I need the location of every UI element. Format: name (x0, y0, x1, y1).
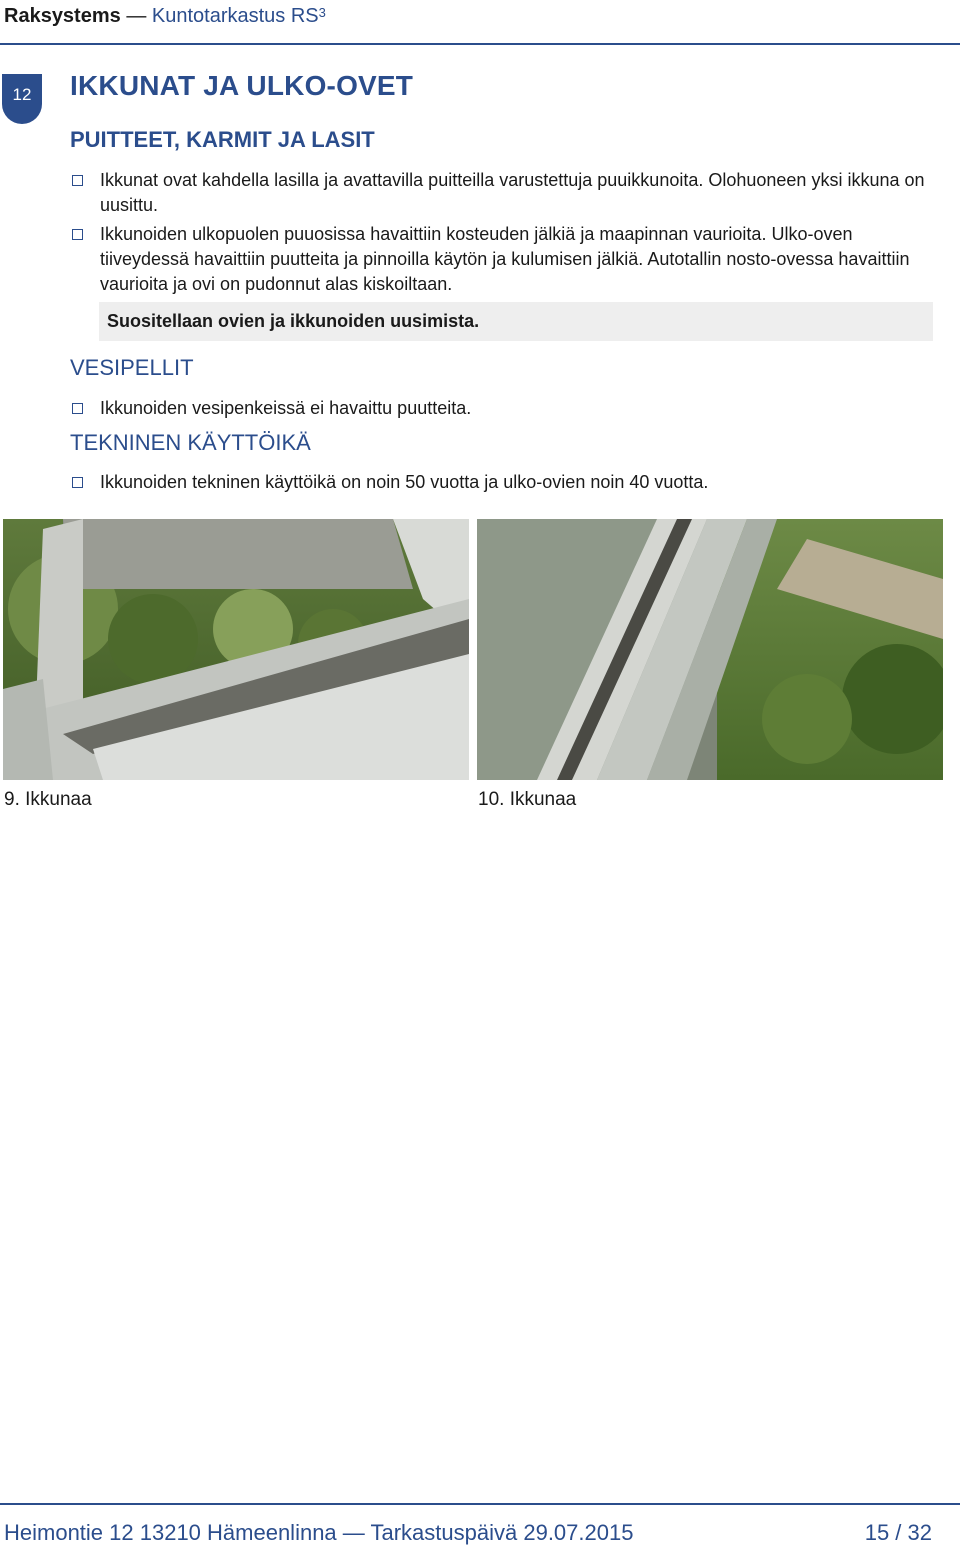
list-item (70, 470, 940, 495)
page-header (0, 0, 960, 46)
bullet-list-lifespan (70, 470, 940, 495)
photo-window-1 (3, 519, 469, 780)
list-item-text: Ikkunoiden ulkopuolen puuosissa havaittiin kosteuden jälkiä ja maapinnan vaurioita. Ulko-oven tiiveydessä havaittiin puutteita ja pinnoilla käytön ja kulumisen jälkiä. Autotallin nosto-ovessa havaittiin vaurioita ja ovi on pudonnut alas kiskoiltaan. (100, 224, 910, 294)
square-bullet-icon (72, 403, 83, 414)
list-item-text: Ikkunoiden vesipenkeissä ei havaittu puutteita. (100, 398, 472, 418)
list-item (70, 168, 940, 218)
header-rule (0, 43, 960, 45)
square-bullet-icon (72, 175, 83, 186)
window-sill-photo-1 (3, 519, 469, 780)
bullet-list-frames (70, 168, 940, 297)
header-title-superscript: 3 (318, 5, 326, 20)
square-bullet-icon (72, 229, 83, 240)
recommendation-box (99, 302, 933, 341)
list-item (70, 396, 940, 421)
list-item (70, 222, 940, 297)
header-text (4, 4, 326, 28)
subsection-heading-lifespan: TEKNINEN KÄYTTÖIKÄ (70, 430, 311, 455)
section-title: IKKUNAT JA ULKO-OVET (70, 70, 414, 101)
square-bullet-icon (72, 477, 83, 488)
list-item-text: Ikkunat ovat kahdella lasilla ja avattavilla puitteilla varustettuja puuikkunoita. Olohuoneen yksi ikkuna on uusittu. (100, 170, 925, 215)
bullet-list-flashings (70, 396, 940, 421)
recommendation-text: Suositellaan ovien ja ikkunoiden uusimista. (107, 311, 480, 331)
footer-address: Heimontie 12 13210 Hämeenlinna — Tarkastuspäivä 29.07.2015 (4, 1520, 634, 1545)
footer-page-number: 15 / 32 (864, 1520, 932, 1545)
subsection-heading-frames: PUITTEET, KARMIT JA LASIT (70, 127, 375, 152)
header-title-text: Kuntotarkastus RS (151, 5, 319, 27)
photo-caption-1: 9. Ikkunaa (4, 789, 92, 810)
header-separator: — (126, 5, 147, 27)
header-brand: Raksystems (4, 5, 121, 27)
footer-rule (0, 1503, 960, 1505)
header-title (152, 5, 326, 27)
list-item-text: Ikkunoiden tekninen käyttöikä on noin 50 vuotta ja ulko-ovien noin 40 vuotta. (100, 472, 709, 492)
photo-caption-2: 10. Ikkunaa (478, 789, 577, 810)
subsection-heading-flashings: VESIPELLIT (70, 355, 194, 380)
photo-window-2 (477, 519, 943, 780)
window-sill-photo-2 (477, 519, 943, 780)
section-number-badge: 12 (2, 74, 42, 124)
